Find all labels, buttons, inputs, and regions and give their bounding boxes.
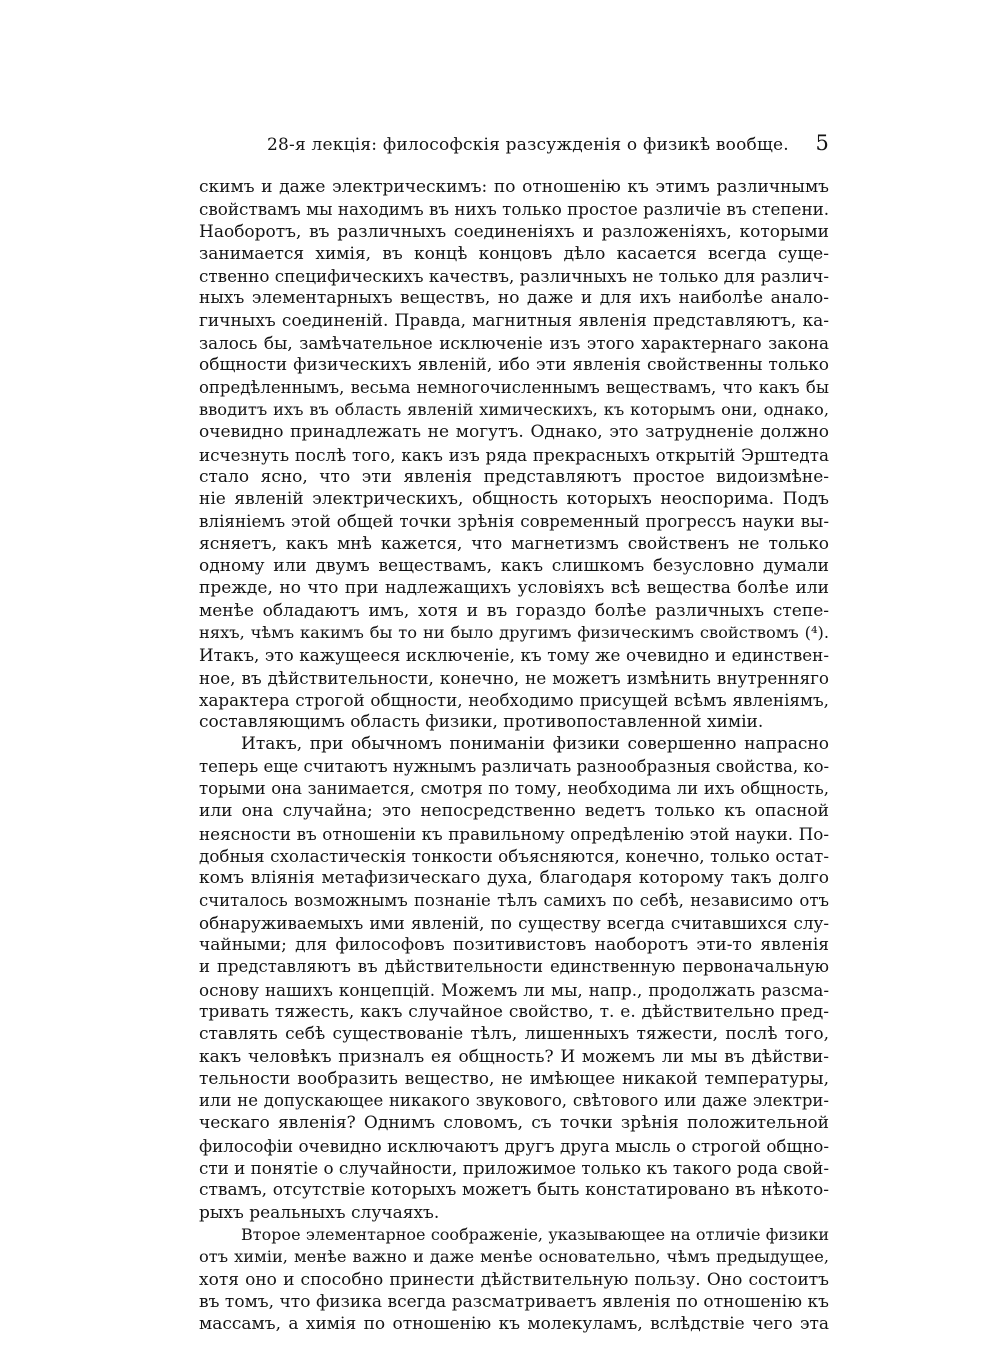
running-header bbox=[199, 131, 829, 161]
text-line: свойствамъ мы находимъ въ нихъ только простое различіе въ степени. bbox=[199, 199, 830, 220]
page-number: 5 bbox=[815, 131, 829, 155]
text-line: ственно специфическихъ качествъ, различныхъ не только для различ- bbox=[199, 266, 829, 287]
text-line: составляющимъ область физики, противопоставленной химіи. bbox=[199, 712, 764, 733]
text-line: и представляютъ въ дѣйствительности единственную первоначальную bbox=[199, 957, 829, 977]
text-line: считалось возможнымъ познаніе тѣлъ самихъ по себѣ, независимо отъ bbox=[199, 890, 829, 910]
text-line: занимается химія, въ концѣ концовъ дѣло касается всегда суще- bbox=[199, 243, 829, 264]
text-line: неясности въ отношеніи къ правильному опредѣленію этой науки. По- bbox=[199, 823, 829, 844]
text-line: няхъ, чѣмъ какимъ бы то ни было другимъ физическимъ свойствомъ (⁴). bbox=[199, 622, 829, 642]
text-line: вліяніемъ этой общей точки зрѣнія современный прогрессъ науки вы- bbox=[199, 511, 829, 532]
text-line: обнаруживаемыхъ ими явленій, по существу всегда считавшихся слу- bbox=[199, 912, 829, 933]
text-line: одному или двумъ веществамъ, какъ слишкомъ безусловно думали bbox=[199, 556, 829, 577]
text-line: залось бы, замѣчательное исключеніе изъ этого характернаго закона bbox=[199, 333, 829, 354]
text-line: скимъ и даже электрическимъ: по отношенію къ этимъ различнымъ bbox=[199, 177, 829, 197]
text-line: ческаго явленія? Однимъ словомъ, съ точки зрѣнія положительной bbox=[199, 1113, 829, 1134]
text-line: Итакъ, при обычномъ пониманіи физики совершенно напрасно bbox=[241, 734, 829, 755]
text-line: или не допускающее никакого звукового, свѣтового или даже электри- bbox=[199, 1091, 829, 1111]
text-line: массамъ, а химія по отношенію къ молекуламъ, вслѣдствіе чего эта bbox=[199, 1314, 829, 1335]
body-text bbox=[199, 176, 829, 1335]
text-line: ное, въ дѣйствительности, конечно, не можетъ измѣнить внутренняго bbox=[199, 667, 829, 688]
text-line: чайными; для философовъ позитивистовъ наоборотъ эти-то явленія bbox=[199, 935, 829, 956]
text-line: основу нашихъ концепцій. Можемъ ли мы, напр., продолжать разсма- bbox=[199, 979, 829, 1000]
text-line: общности физическихъ явленій, ибо эти явленія свойственны только bbox=[199, 355, 829, 376]
text-line: характера строгой общности, необходимо присущей всѣмъ явленіямъ, bbox=[199, 689, 829, 710]
text-line: очевидно принадлежать не могутъ. Однако, это затрудненіе должно bbox=[199, 422, 829, 443]
text-line: менѣе обладаютъ имъ, хотя и въ гораздо болѣе различныхъ степе- bbox=[199, 600, 829, 621]
text-line: ставлять себѣ существованіе тѣлъ, лишенныхъ тяжести, послѣ того, bbox=[199, 1024, 829, 1045]
text-line: рыхъ реальныхъ случаяхъ. bbox=[199, 1202, 440, 1223]
text-line: въ томъ, что физика всегда разсматриваетъ явленія по отношенію къ bbox=[199, 1291, 829, 1312]
text-line: ясняетъ, какъ мнѣ кажется, что магнетизмъ свойственъ не только bbox=[199, 533, 829, 554]
running-title: 28-я лекція: философскія разсужденія о физикѣ вообще. bbox=[267, 135, 789, 155]
text-line: комъ вліянія метафизическаго духа, благодаря которому такъ долго bbox=[199, 868, 829, 889]
text-line: тельности вообразить вещество, не имѣющее никакой температуры, bbox=[199, 1068, 829, 1089]
text-line: хотя оно и способно принести дѣйствительную пользу. Оно состоитъ bbox=[199, 1269, 829, 1290]
text-line: или она случайна; это непосредственно ведетъ только къ опасной bbox=[199, 801, 829, 822]
text-line: ныхъ элементарныхъ веществъ, но даже и для ихъ наиболѣе анало- bbox=[199, 288, 829, 309]
text-line: прежде, но что при надлежащихъ условіяхъ всѣ вещества болѣе или bbox=[199, 578, 829, 599]
text-line: опредѣленнымъ, весьма немногочисленнымъ веществамъ, что какъ бы bbox=[199, 377, 829, 397]
text-line: вводитъ ихъ въ область явленій химическихъ, къ которымъ они, однако, bbox=[199, 399, 829, 419]
text-line: Наоборотъ, въ различныхъ соединеніяхъ и разложеніяхъ, которыми bbox=[199, 221, 829, 242]
text-line: исчезнуть послѣ того, какъ изъ ряда прекрасныхъ открытій Эрштедта bbox=[199, 444, 829, 465]
text-line: торыми она занимается, смотря по тому, необходима ли ихъ общность, bbox=[199, 779, 829, 799]
text-line: теперь еще считаютъ нужнымъ различать разнообразныя свойства, ко- bbox=[199, 756, 830, 776]
text-line: тривать тяжесть, какъ случайное свойство, т. е. дѣйствительно пред- bbox=[199, 1001, 829, 1022]
text-line: ствамъ, отсутствіе которыхъ можетъ быть констатировано въ нѣкото- bbox=[199, 1180, 829, 1201]
text-line: отъ химіи, менѣе важно и даже менѣе основательно, чѣмъ предыдущее, bbox=[199, 1247, 829, 1267]
text-line: Итакъ, это кажущееся исключеніе, къ тому же очевидно и единствен- bbox=[199, 645, 829, 666]
text-line: сти и понятіе о случайности, приложимое только къ такого рода свой- bbox=[199, 1158, 829, 1179]
text-line: гичныхъ соединеній. Правда, магнитныя явленія представляютъ, ка- bbox=[199, 310, 829, 331]
text-line: какъ человѣкъ призналъ ея общность? И можемъ ли мы въ дѣйстви- bbox=[199, 1046, 829, 1067]
text-line: добныя схоластическія тонкости объясняются, конечно, только остат- bbox=[199, 845, 829, 866]
text-line: философіи очевидно исключаютъ другъ друга мысль о строгой общно- bbox=[199, 1135, 829, 1156]
text-line: стало ясно, что эти явленія представляютъ простое видоизмѣне- bbox=[199, 466, 829, 487]
text-line: Второе элементарное соображеніе, указывающее на отличіе физики bbox=[241, 1224, 829, 1244]
text-line: ніе явленій электрическихъ, общность которыхъ неоспорима. Подъ bbox=[199, 489, 829, 510]
